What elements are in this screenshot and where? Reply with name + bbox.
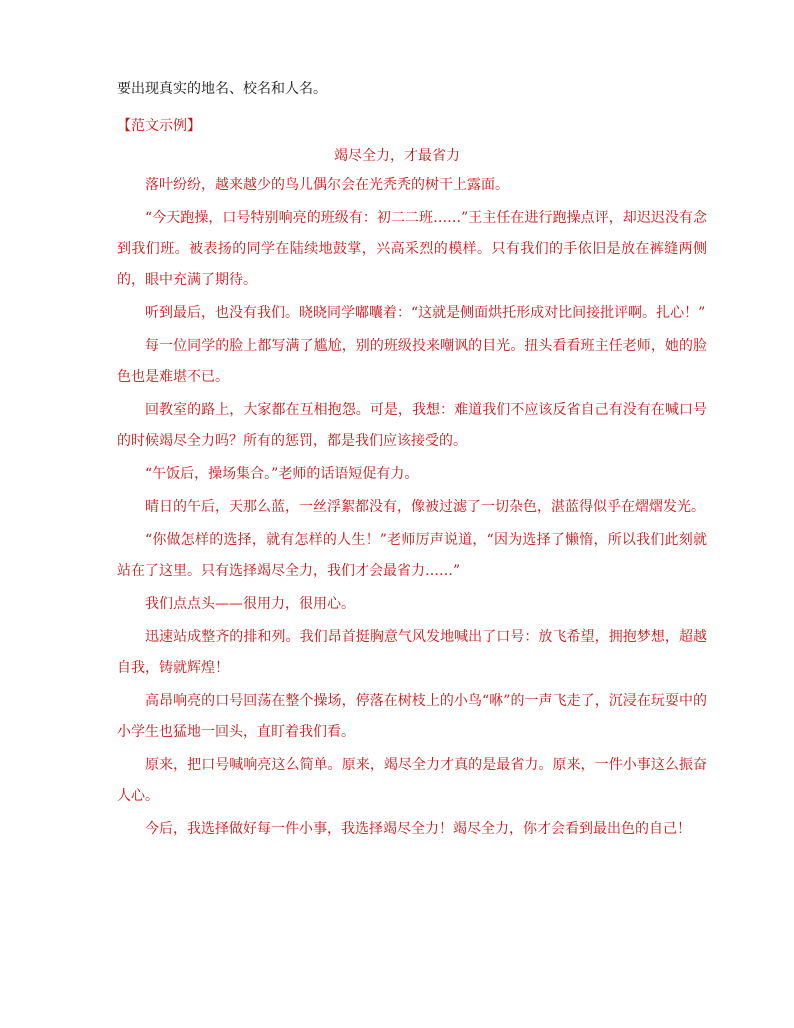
essay-paragraph: 我们点点头——很用力，很用心。 (145, 596, 355, 612)
essay-paragraph: 迅速站成整齐的排和列。我们昂首挺胸意气风发地喊出了口号：放飞希望，拥抱梦想，超越自我，铸就辉煌！ (117, 629, 707, 676)
essay-paragraph: “午饭后，操场集合。”老师的话语短促有力。 (145, 466, 419, 482)
section-tag: 【范文示例】 (117, 118, 201, 134)
essay-paragraph: “你做怎样的选择，就有怎样的人生！”老师厉声说道，“因为选择了懒惰，所以我们此刻就站在了这里。只有选择竭尽全力，我们才会最省力……” (117, 532, 707, 579)
essay-paragraph: 高昂响亮的口号回荡在整个操场，停落在树枝上的小鸟“咻”的一声飞走了，沉浸在玩耍中的小学生也猛地一回头，直盯着我们看。 (117, 693, 707, 740)
essay-title: 竭尽全力，才最省力 (334, 148, 460, 164)
essay-paragraph: 原来，把口号喊响亮这么简单。原来，竭尽全力才真的是最省力。原来，一件小事这么振奋人心。 (117, 757, 707, 804)
intro-line: 要出现真实的地名、校名和人名。 (117, 81, 327, 97)
essay-paragraph: 听到最后，也没有我们。晓晓同学嘟囔着：“这就是侧面烘托形成对比间接批评啊。扎心！” (145, 305, 706, 321)
essay-paragraph: 晴日的午后，天那么蓝，一丝浮絮都没有，像被过滤了一切杂色，湛蓝得似乎在熠熠发光。 (145, 499, 705, 515)
essay-paragraph: 每一位同学的脸上都写满了尴尬，别的班级投来嘲讽的目光。扭头看看班主任老师，她的脸色也是难堪不已。 (117, 338, 707, 385)
essay-paragraph: “今天跑操，口号特别响亮的班级有：初二二班……”王主任在进行跑操点评，却迟迟没有念到我们班。被表扬的同学在陆续地鼓掌，兴高采烈的模样。只有我们的手依旧是放在裤缝两侧的，眼中充满了期待。 (117, 210, 707, 288)
essay-paragraph: 落叶纷纷，越来越少的鸟儿偶尔会在光秃秃的树干上露面。 (145, 177, 509, 193)
essay-paragraph: 今后，我选择做好每一件小事，我选择竭尽全力！竭尽全力，你才会看到最出色的自己！ (145, 821, 691, 837)
essay-body (117, 170, 707, 847)
essay-paragraph: 回教室的路上，大家都在互相抱怨。可是，我想：难道我们不应该反省自己有没有在喊口号的时候竭尽全力吗？所有的惩罚，都是我们应该接受的。 (117, 402, 707, 449)
